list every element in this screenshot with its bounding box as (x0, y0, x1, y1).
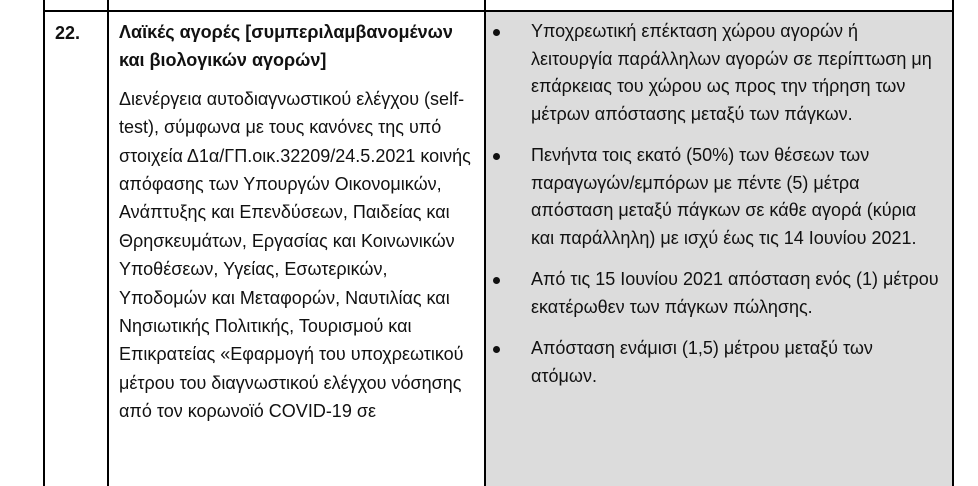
previous-row-tail (44, 0, 953, 11)
topic-body: Διενέργεια αυτοδιαγνωστικού ελέγχου (self-test), σύμφωνα με τους κανόνες της υπό στοιχεία Δ1α/ΓΠ.οικ.32209/24.5.2021 κοινής απόφασης των Υπουργών Οικονομικών, Ανάπτυξης και Επενδύσεων, Παιδείας και Θρησκευμάτων, Εργασίας και Κοινωνικών Υποθέσεων, Υγείας, Εσωτερικών, Υποδομών και Μεταφορών, Ναυτιλίας και Νησιωτικής Πολιτικής, Τουρισμού και Επικρατείας «Εφαρμογή του υποχρεωτικού μέτρου του διαγνωστικού ελέγχου νόσησης από τον κορωνοϊό COVID-19 σε (119, 88, 471, 422)
measure-text: Πενήντα τοις εκατό (50%) των θέσεων των παραγωγών/εμπόρων με πέντε (5) μέτρα απόσταση μεταξύ πάγκων σε κάθε αγορά (κύρια και παράλληλη) με ισχύ έως τις 14 Ιουνίου 2021. (531, 145, 917, 248)
measure-item (486, 18, 942, 128)
measure-text: Υποχρεωτική επέκταση χώρου αγορών ή λειτουργία παράλληλων αγορών σε περίπτωση μη επάρκειας του χώρου ως προς την τήρηση των μέτρων απόστασης μεταξύ των πάγκων. (531, 21, 932, 124)
measures-list (486, 12, 952, 390)
previous-row-number-cell (44, 0, 108, 11)
table-row (44, 11, 953, 486)
previous-row-measures-cell (485, 0, 953, 11)
measure-text: Από τις 15 Ιουνίου 2021 απόσταση ενός (1) μέτρου εκατέρωθεν των πάγκων πώλησης. (531, 269, 939, 317)
row-number: 22. (55, 23, 81, 43)
row-topic (109, 12, 484, 426)
measures-table (43, 0, 954, 486)
previous-row-topic-cell (108, 0, 485, 11)
measure-item (486, 335, 942, 390)
bullet-icon (493, 29, 500, 36)
topic-title: Λαϊκές αγορές [συμπεριλαμβανομένων και βιολογικών αγορών] (119, 22, 453, 71)
bullet-icon (493, 277, 500, 284)
row-measures-cell (485, 11, 953, 486)
bullet-icon (493, 346, 500, 353)
row-number-cell (44, 11, 108, 486)
measure-item (486, 142, 942, 252)
measure-item (486, 266, 942, 321)
bullet-icon (493, 153, 500, 160)
measure-text: Απόσταση ενάμισι (1,5) μέτρου μεταξύ των ατόμων. (531, 338, 873, 386)
row-topic-cell (108, 11, 485, 486)
